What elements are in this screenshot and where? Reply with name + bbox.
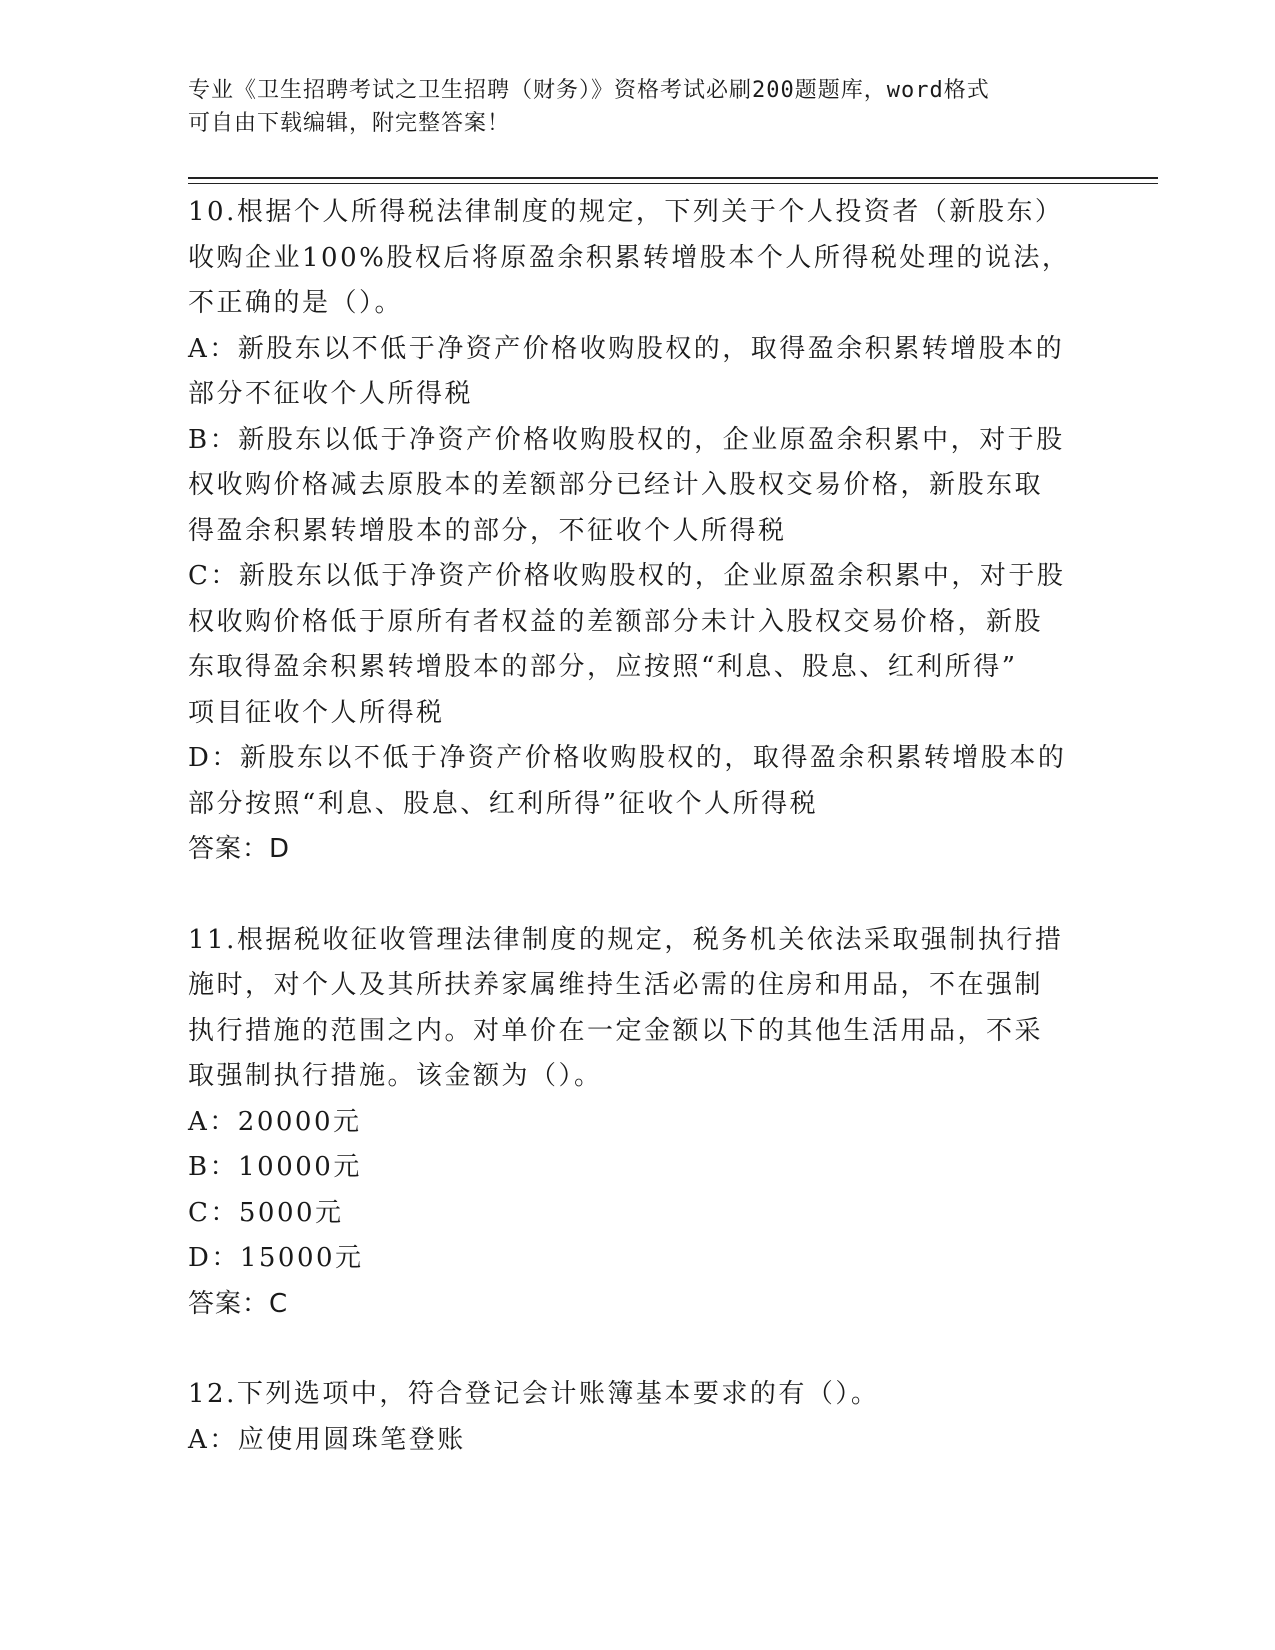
question-stem-line: 取强制执行措施。该金额为（）。 xyxy=(188,1061,603,1091)
header-line: 可自由下载编辑，附完整答案！ xyxy=(188,111,511,136)
question-stem-line: 不正确的是（）。 xyxy=(188,288,404,318)
option-a xyxy=(188,327,1088,418)
question-stem-line: 执行措施的范围之内。对单价在一定金额以下的其他生活用品，不采 xyxy=(188,1015,1044,1046)
option-c: C：5000元 xyxy=(188,1197,344,1228)
question-stem-line: 收购企业100%股权后将原盈余积累转增股本个人所得税处理的说法， xyxy=(188,242,1071,273)
option-d xyxy=(188,736,1088,827)
option-line: 部分按照“利息、股息、红利所得”征收个人所得税 xyxy=(188,788,819,819)
question-11 xyxy=(188,918,1088,1328)
option-line: 东取得盈余积累转增股本的部分，应按照“利息、股息、红利所得” xyxy=(188,652,1018,682)
question-stem-line: 施时，对个人及其所扶养家属维持生活必需的住房和用品，不在强制 xyxy=(188,970,1044,1000)
option-a: A：20000元 xyxy=(188,1106,362,1137)
option-d: D：15000元 xyxy=(188,1243,364,1273)
document-header xyxy=(188,74,1068,140)
question-stem-line: 10.根据个人所得税法律制度的规定，下列关于个人投资者（新股东） xyxy=(188,197,1064,227)
header-divider xyxy=(188,177,1158,179)
option-line: 部分不征收个人所得税 xyxy=(188,379,474,409)
option-line: D：新股东以不低于净资产价格收购股权的，取得盈余积累转增股本的 xyxy=(188,743,1067,773)
question-stem-line: 11.根据税收征收管理法律制度的规定，税务机关依法采取强制执行措 xyxy=(188,924,1064,955)
option-line: 权收购价格减去原股本的差额部分已经计入股权交易价格，新股东取 xyxy=(188,470,1044,500)
answer-label: 答案：D xyxy=(188,834,291,864)
question-spacer xyxy=(188,1327,1088,1372)
question-12 xyxy=(188,1372,1088,1463)
option-line: C：新股东以低于净资产价格收购股权的，企业原盈余积累中，对于股 xyxy=(188,561,1066,591)
option-line: B：新股东以低于净资产价格收购股权的，企业原盈余积累中，对于股 xyxy=(188,424,1065,455)
option-b xyxy=(188,418,1088,555)
option-line: 项目征收个人所得税 xyxy=(188,697,445,728)
option-a: A：应使用圆珠笔登账 xyxy=(188,1424,466,1455)
question-spacer xyxy=(188,873,1088,918)
header-line: 专业《卫生招聘考试之卫生招聘（财务）》资格考试必刷200题题库，word格式 xyxy=(188,78,990,103)
option-b: B：10000元 xyxy=(188,1152,362,1182)
answer-label: 答案：C xyxy=(188,1288,289,1319)
question-stem-line: 12.下列选项中，符合登记会计账簿基本要求的有（）。 xyxy=(188,1379,880,1409)
header-divider-thin xyxy=(188,183,1158,184)
option-line: A：新股东以不低于净资产价格收购股权的，取得盈余积累转增股本的 xyxy=(188,333,1065,364)
option-line: 权收购价格低于原所有者权益的差额部分未计入股权交易价格，新股 xyxy=(188,606,1044,637)
option-line: 得盈余积累转增股本的部分，不征收个人所得税 xyxy=(188,515,787,546)
question-list xyxy=(188,190,1088,1463)
option-c xyxy=(188,554,1088,736)
question-10 xyxy=(188,190,1088,873)
